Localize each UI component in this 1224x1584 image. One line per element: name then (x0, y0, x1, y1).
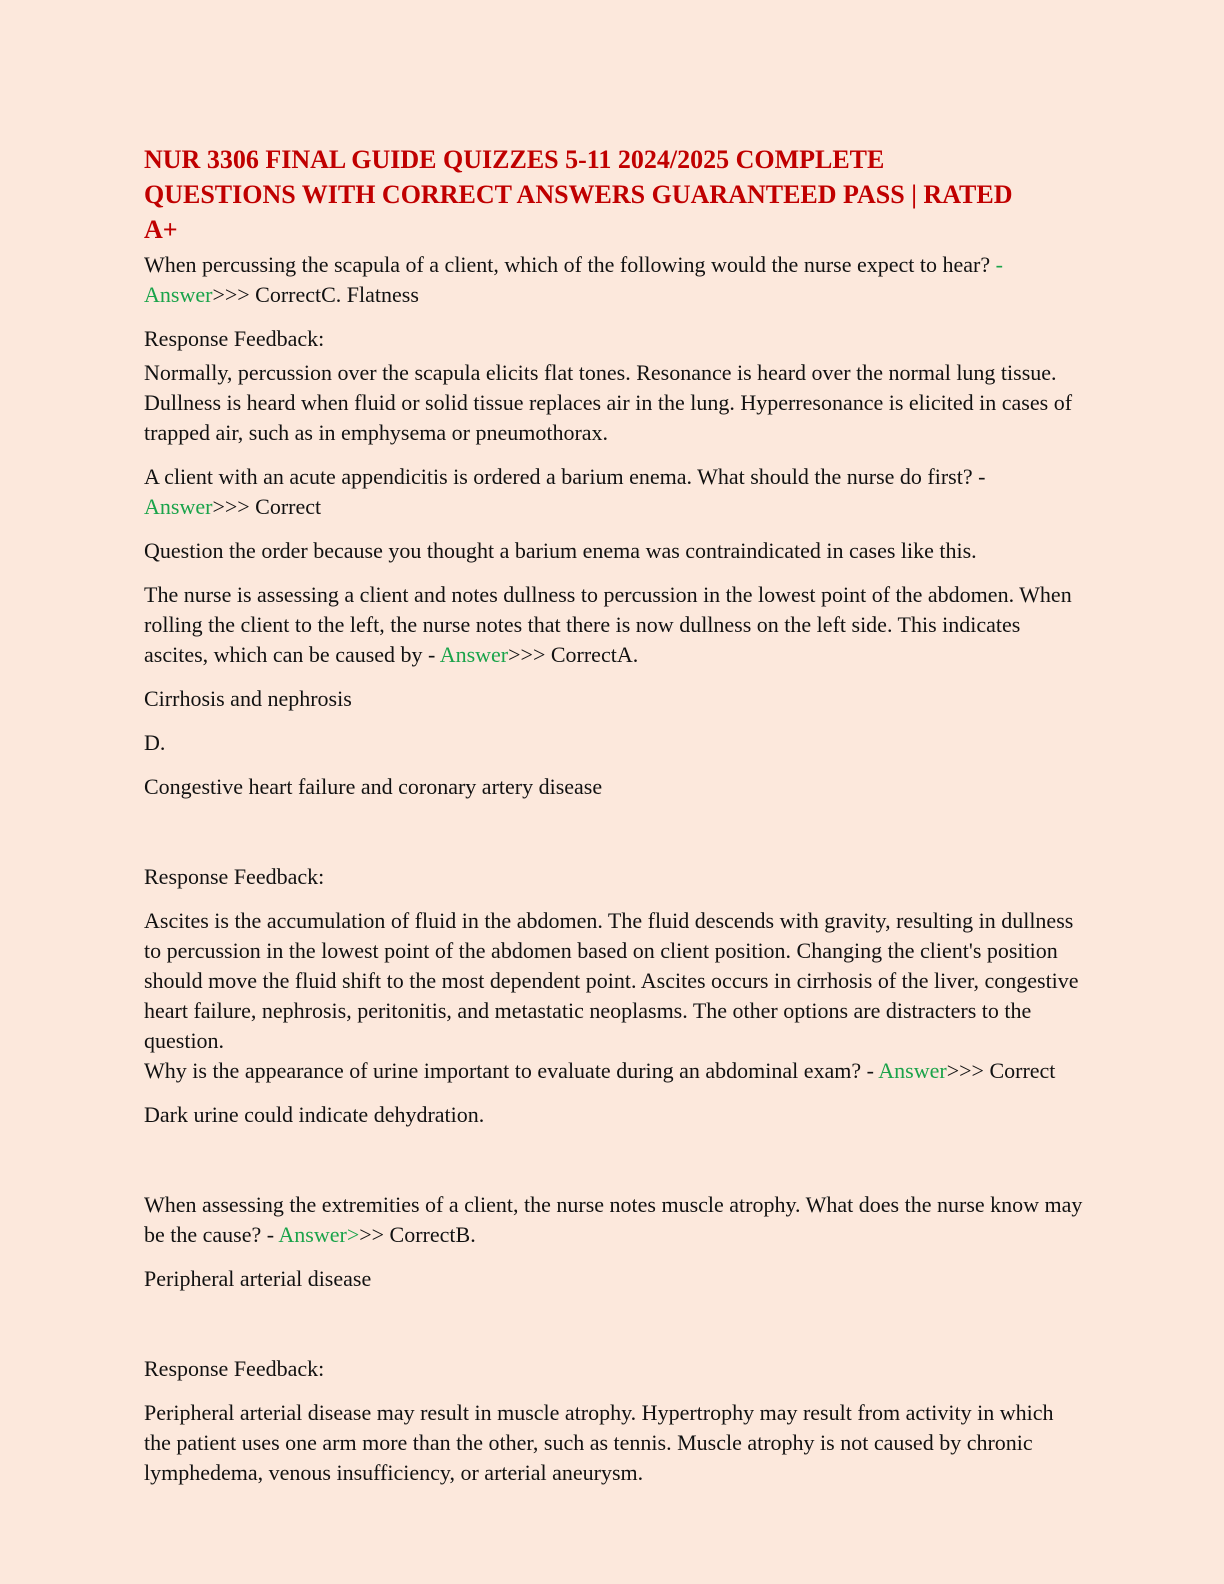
question-2-text: A client with an acute appendicitis is ordered a barium enema. What should the nurse do first? - (144, 464, 986, 489)
question-5-text: When assessing the extremities of a client, the nurse notes muscle atrophy. What does the nurse know may be the cause? - (144, 1192, 1083, 1247)
feedback-text: Normally, percussion over the scapula elicits flat tones. Resonance is heard over the normal lung tissue. Dullness is heard when fluid or solid tissue replaces air in the lung. Hyperresonance is elicited in cases of trapped air, such as in emphysema or pneumothorax. (144, 360, 1073, 445)
answer-result: >>> Correct (946, 1058, 1056, 1083)
answer-result: >>> CorrectA. (508, 642, 639, 667)
feedback-label: Response Feedback: (144, 1356, 325, 1381)
question-3 (144, 580, 1084, 670)
answer-text: Peripheral arterial disease (144, 1266, 372, 1291)
answer-result: >>> CorrectC. Flatness (212, 282, 419, 307)
answer-label: - Answer (144, 252, 1003, 307)
feedback-text: Ascites is the accumulation of fluid in the abdomen. The fluid descends with gravity, resulting in dullness to percussion in the lowest point of the abdomen based on client position. Changing the client's position should move the fluid shift to the most dependent point. Ascites occurs in cirrhosis of the liver, congestive heart failure, nephrosis, peritonitis, and metastatic neoplasms. The other options are distracters to the question. (144, 908, 1079, 1053)
answer-option-d-letter: D. (144, 730, 166, 755)
answer-label: Answer (878, 1058, 947, 1083)
answer-label: Answer (144, 494, 213, 519)
answer-option-a: Cirrhosis and nephrosis (144, 686, 352, 711)
question-1-text: When percussing the scapula of a client, which of the following would the nurse expect to hear? (144, 252, 991, 277)
answer-text: Dark urine could indicate dehydration. (144, 1102, 485, 1127)
answer-result: >>> Correct (212, 494, 322, 519)
feedback-label: Response Feedback: (144, 864, 325, 889)
answer-option-d: Congestive heart failure and coronary artery disease (144, 774, 603, 799)
answer-text: Question the order because you thought a barium enema was contraindicated in cases like this. (144, 538, 977, 563)
question-4 (144, 1056, 1084, 1086)
question-5 (144, 1190, 1084, 1250)
feedback-label: Response Feedback: (144, 326, 325, 351)
question-2 (144, 462, 1084, 522)
question-1 (144, 250, 1024, 310)
document-title: NUR 3306 FINAL GUIDE QUIZZES 5-11 2024/2025 COMPLETE QUESTIONS WITH CORRECT ANSWERS GUARANTEED PASS | RATED A+ (144, 145, 1013, 244)
answer-label: Answer> (278, 1222, 360, 1247)
document-page (144, 142, 1084, 1488)
feedback-text: Peripheral arterial disease may result in muscle atrophy. Hypertrophy may result from activity in which the patient uses one arm more than the other, such as tennis. Muscle atrophy is not caused by chronic lymphedema, venous insufficiency, or arterial aneurysm. (144, 1400, 1054, 1485)
answer-label: Answer (439, 642, 509, 667)
answer-result: >> CorrectB. (359, 1222, 476, 1247)
question-3-text: The nurse is assessing a client and notes dullness to percussion in the lowest point of the abdomen. When rolling the client to the left, the nurse notes that there is now dullness on the left side. This indicates ascites, which can be caused by - (144, 582, 1072, 667)
question-4-text: Why is the appearance of urine important to evaluate during an abdominal exam? - (144, 1058, 874, 1083)
